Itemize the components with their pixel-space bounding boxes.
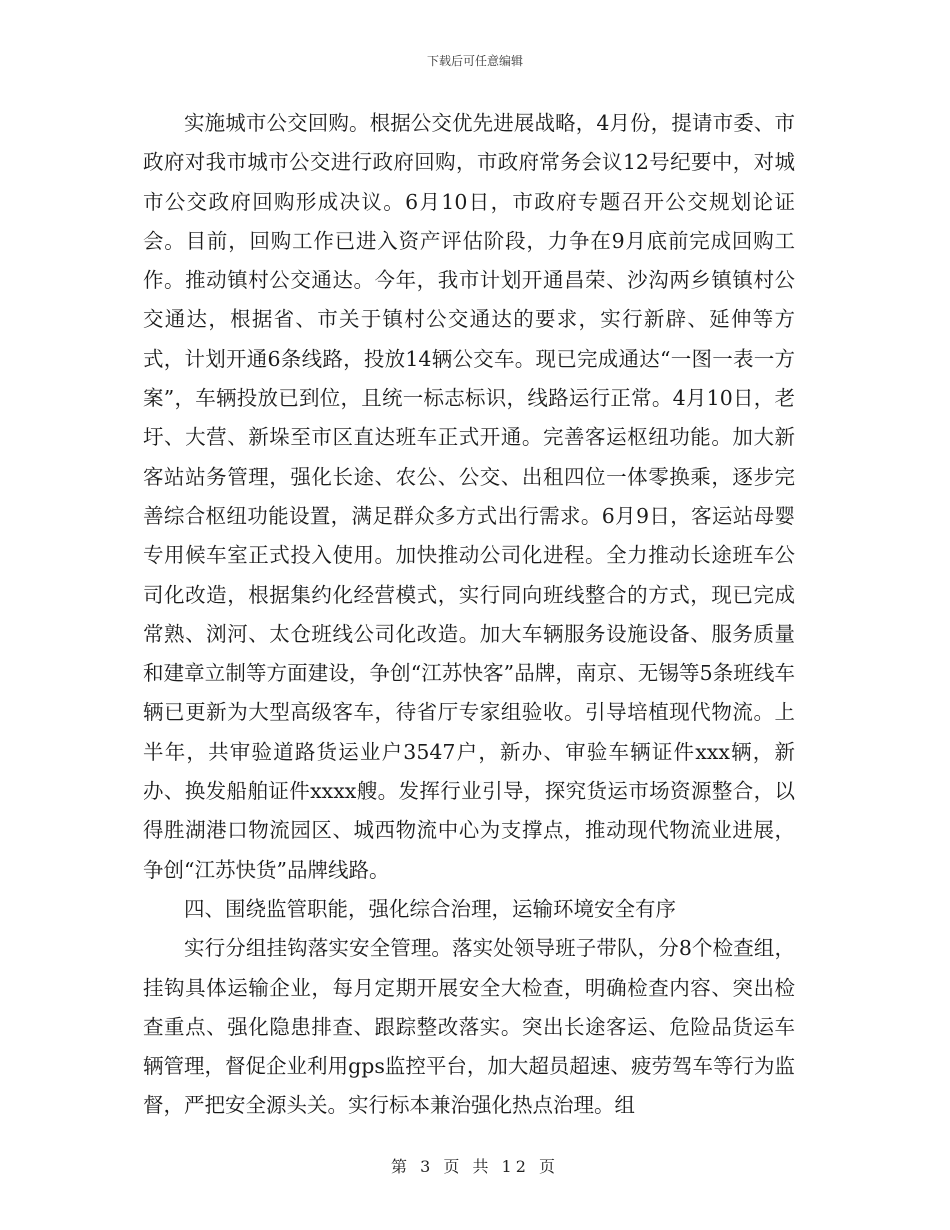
- document-body: [143, 104, 795, 1126]
- body-paragraph-1: 实施城市公交回购。根据公交优先进展战略，4月份，提请市委、市政府对我市城市公交进行政府回购，市政府常务会议12号纪要中，对城市公交政府回购形成决议。6月10日，市政府专题召开公交规划论证会。目前，回购工作已进入资产评估阶段，力争在9月底前完成回购工作。推动镇村公交通达。今年，我市计划开通昌荣、沙沟两乡镇镇村公交通达，根据省、市关于镇村公交通达的要求，实行新辟、延伸等方式，计划开通6条线路，投放14辆公交车。现已完成通达“一图一表一方案”，车辆投放已到位，且统一标志标识，线路运行正常。4月10日，老圩、大营、新垛至市区直达班车正式开通。完善客运枢纽功能。加大新客站站务管理，强化长途、农公、公交、出租四位一体零换乘，逐步完善综合枢纽功能设置，满足群众多方式出行需求。6月9日，客运站母婴专用候车室正式投入使用。加快推动公司化进程。全力推动长途班车公司化改造，根据集约化经营模式，实行同向班线整合的方式，现已完成常熟、浏河、太仓班线公司化改造。加大车辆服务设施设备、服务质量和建章立制等方面建设，争创“江苏快客”品牌，南京、无锡等5条班线车辆已更新为大型高级客车，待省厅专家组验收。引导培植现代物流。上半年，共审验道路货运业户3547户，新办、审验车辆证件xxx辆，新办、换发船舶证件xxxx艘。发挥行业引导，探究货运市场资源整合，以得胜湖港口物流园区、城西物流中心为支撑点，推动现代物流业进展，争创“江苏快货”品牌线路。: [143, 111, 795, 882]
- page-header: 下载后可任意编辑: [426, 54, 523, 68]
- body-paragraph-2: 实行分组挂钩落实安全管理。落实处领导班子带队，分8个检查组，挂钩具体运输企业，每月定期开展安全大检查，明确检查内容、突出检查重点、强化隐患排查、跟踪整改落实。突出长途客运、危险品货运车辆管理，督促企业利用gps监控平台，加大超员超速、疲劳驾车等行为监督，严把安全源头关。实行标本兼治强化热点治理。组: [143, 936, 795, 1118]
- section-heading: 四、围绕监管职能，强化综合治理，运输环境安全有序: [184, 896, 676, 921]
- page-number: 第 3 页 共 12 页: [391, 1157, 559, 1176]
